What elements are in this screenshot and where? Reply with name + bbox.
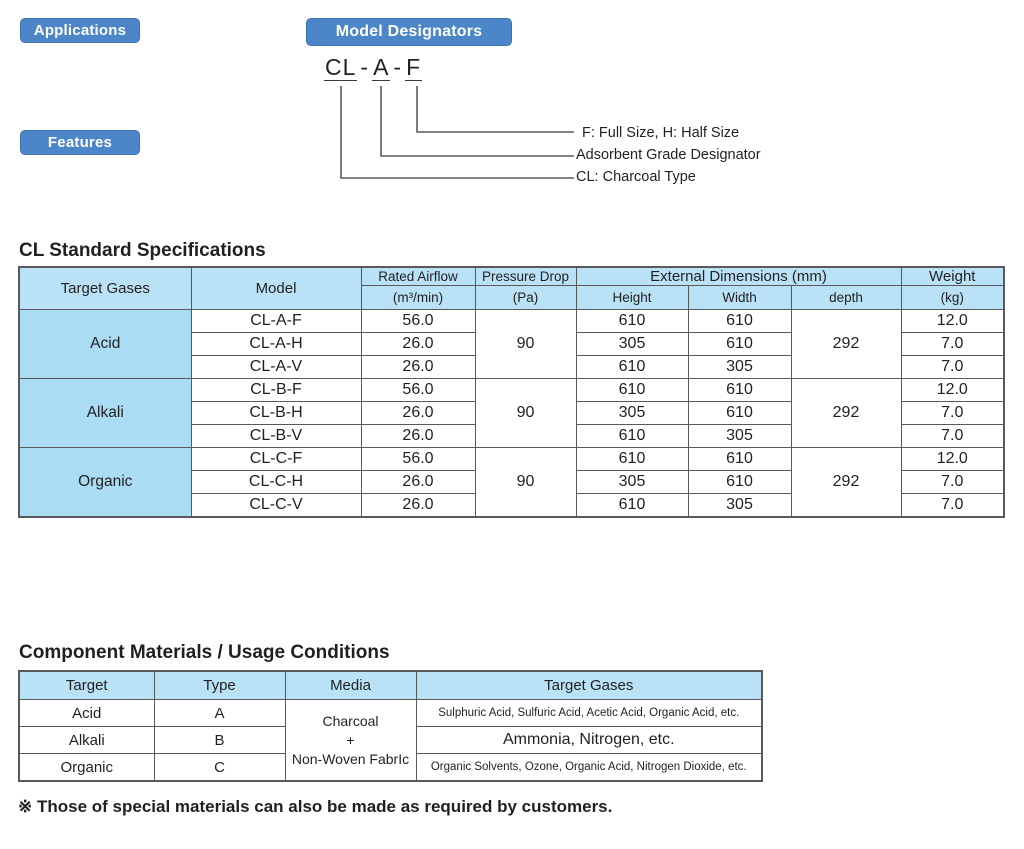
component-col-type: Type (154, 671, 285, 700)
component-table (18, 670, 763, 782)
spec-col-rated-airflow: Rated Airflow (361, 267, 475, 286)
spec-cell-airflow: 56.0 (361, 310, 475, 333)
leader-label-grade: Adsorbent Grade Designator (576, 147, 761, 163)
spec-col-width: Width (688, 286, 791, 310)
spec-col-model: Model (191, 267, 361, 310)
spec-cell-airflow: 26.0 (361, 425, 475, 448)
spec-col-pressure-drop: Pressure Drop (475, 267, 576, 286)
spec-cell-pressure-drop: 90 (475, 379, 576, 448)
spec-cell-weight: 7.0 (901, 333, 1004, 356)
spec-cell-weight: 7.0 (901, 425, 1004, 448)
component-col-target-gases: Target Gases (416, 671, 762, 700)
spec-cell-pressure-drop: 90 (475, 310, 576, 379)
spec-col-weight-unit: (kg) (901, 286, 1004, 310)
spec-cell-airflow: 56.0 (361, 448, 475, 471)
component-col-media: Media (285, 671, 416, 700)
code-segment-size: F (406, 54, 422, 80)
spec-cell-weight: 7.0 (901, 494, 1004, 518)
spec-cell-depth: 292 (791, 448, 901, 518)
spec-cell-height: 305 (576, 402, 688, 425)
spec-col-external-dimensions: External Dimensions (mm) (576, 267, 901, 286)
spec-cell-width: 610 (688, 471, 791, 494)
tab-features[interactable] (20, 130, 140, 155)
spec-col-height: Height (576, 286, 688, 310)
spec-col-pressure-drop-unit: (Pa) (475, 286, 576, 310)
spec-col-rated-airflow-unit: (m³/min) (361, 286, 475, 310)
spec-cell-weight: 12.0 (901, 310, 1004, 333)
spec-cell-airflow: 26.0 (361, 471, 475, 494)
component-col-target: Target (19, 671, 154, 700)
spec-cell-airflow: 26.0 (361, 402, 475, 425)
spec-cell-weight: 12.0 (901, 379, 1004, 402)
spec-cell-height: 305 (576, 471, 688, 494)
spec-cell-width: 305 (688, 425, 791, 448)
component-cell-target-gases: Sulphuric Acid, Sulfuric Acid, Acetic Acid, Organic Acid, etc. (416, 700, 762, 727)
spec-header-row-1 (19, 267, 1004, 286)
spec-cell-weight: 7.0 (901, 356, 1004, 379)
tab-model-designators-label: Model Designators (335, 23, 483, 40)
code-segment-grade: A (373, 54, 390, 80)
code-segment-prefix: CL (325, 54, 357, 80)
component-media-line: Charcoal (322, 712, 379, 729)
component-cell-type: A (154, 700, 285, 727)
spec-cell-weight: 7.0 (901, 471, 1004, 494)
spec-cell-airflow: 56.0 (361, 379, 475, 402)
spec-cell-model: CL-C-H (191, 471, 361, 494)
code-dash-1: - (360, 54, 370, 80)
spec-cell-height: 610 (576, 448, 688, 471)
spec-cell-height: 610 (576, 425, 688, 448)
spec-cell-model: CL-C-V (191, 494, 361, 518)
spec-cell-airflow: 26.0 (361, 494, 475, 518)
spec-table-row (19, 379, 1004, 402)
spec-cell-width: 610 (688, 379, 791, 402)
spec-cell-height: 305 (576, 333, 688, 356)
component-cell-target-gases: Organic Solvents, Ozone, Organic Acid, Nitrogen Dioxide, etc. (416, 754, 762, 782)
component-cell-media (285, 700, 416, 782)
component-cell-type: B (154, 727, 285, 754)
spec-cell-airflow: 26.0 (361, 356, 475, 379)
component-table-row (19, 700, 762, 727)
spec-cell-pressure-drop: 90 (475, 448, 576, 518)
spec-cell-model: CL-A-H (191, 333, 361, 356)
spec-cell-depth: 292 (791, 379, 901, 448)
spec-table-row (19, 448, 1004, 471)
spec-col-depth: depth (791, 286, 901, 310)
spec-cell-height: 610 (576, 494, 688, 518)
component-header-row (19, 671, 762, 700)
spec-cell-target-gas: Alkali (19, 379, 191, 448)
spec-cell-model: CL-A-F (191, 310, 361, 333)
spec-cell-target-gas: Organic (19, 448, 191, 518)
spec-cell-model: CL-C-F (191, 448, 361, 471)
spec-cell-width: 305 (688, 356, 791, 379)
spec-col-weight: Weight (901, 267, 1004, 286)
spec-table (18, 266, 1005, 518)
spec-cell-width: 610 (688, 333, 791, 356)
model-designator-diagram (306, 46, 1006, 196)
spec-cell-height: 610 (576, 310, 688, 333)
component-cell-target: Organic (19, 754, 154, 782)
component-cell-target-gases: Ammonia, Nitrogen, etc. (416, 727, 762, 754)
component-cell-target: Acid (19, 700, 154, 727)
spec-table-row (19, 310, 1004, 333)
spec-col-target-gases: Target Gases (19, 267, 191, 310)
spec-cell-width: 610 (688, 448, 791, 471)
code-dash-2: - (393, 54, 403, 80)
spec-cell-target-gas: Acid (19, 310, 191, 379)
spec-cell-airflow: 26.0 (361, 333, 475, 356)
component-media-line: Non-Woven FabrIc (291, 750, 410, 767)
component-cell-target: Alkali (19, 727, 154, 754)
tab-applications[interactable] (20, 18, 140, 43)
component-cell-type: C (154, 754, 285, 782)
leader-label-size: F: Full Size, H: Half Size (582, 125, 740, 141)
tab-features-label: Features (47, 134, 113, 151)
spec-cell-width: 305 (688, 494, 791, 518)
component-media-line: + (346, 731, 355, 748)
spec-cell-width: 610 (688, 310, 791, 333)
spec-cell-weight: 12.0 (901, 448, 1004, 471)
spec-cell-width: 610 (688, 402, 791, 425)
tab-applications-label: Applications (33, 22, 127, 39)
spec-cell-model: CL-B-F (191, 379, 361, 402)
spec-cell-weight: 7.0 (901, 402, 1004, 425)
spec-cell-model: CL-B-V (191, 425, 361, 448)
leader-label-type: CL: Charcoal Type (576, 169, 696, 185)
tab-model-designators[interactable] (306, 18, 512, 46)
spec-cell-height: 610 (576, 356, 688, 379)
footnote-text: ※ Those of special materials can also be made as required by customers. (18, 797, 613, 816)
spec-cell-depth: 292 (791, 310, 901, 379)
spec-section-title: CL Standard Specifications (19, 240, 266, 261)
component-section-title: Component Materials / Usage Conditions (19, 642, 390, 663)
spec-cell-model: CL-A-V (191, 356, 361, 379)
spec-cell-model: CL-B-H (191, 402, 361, 425)
spec-cell-height: 610 (576, 379, 688, 402)
